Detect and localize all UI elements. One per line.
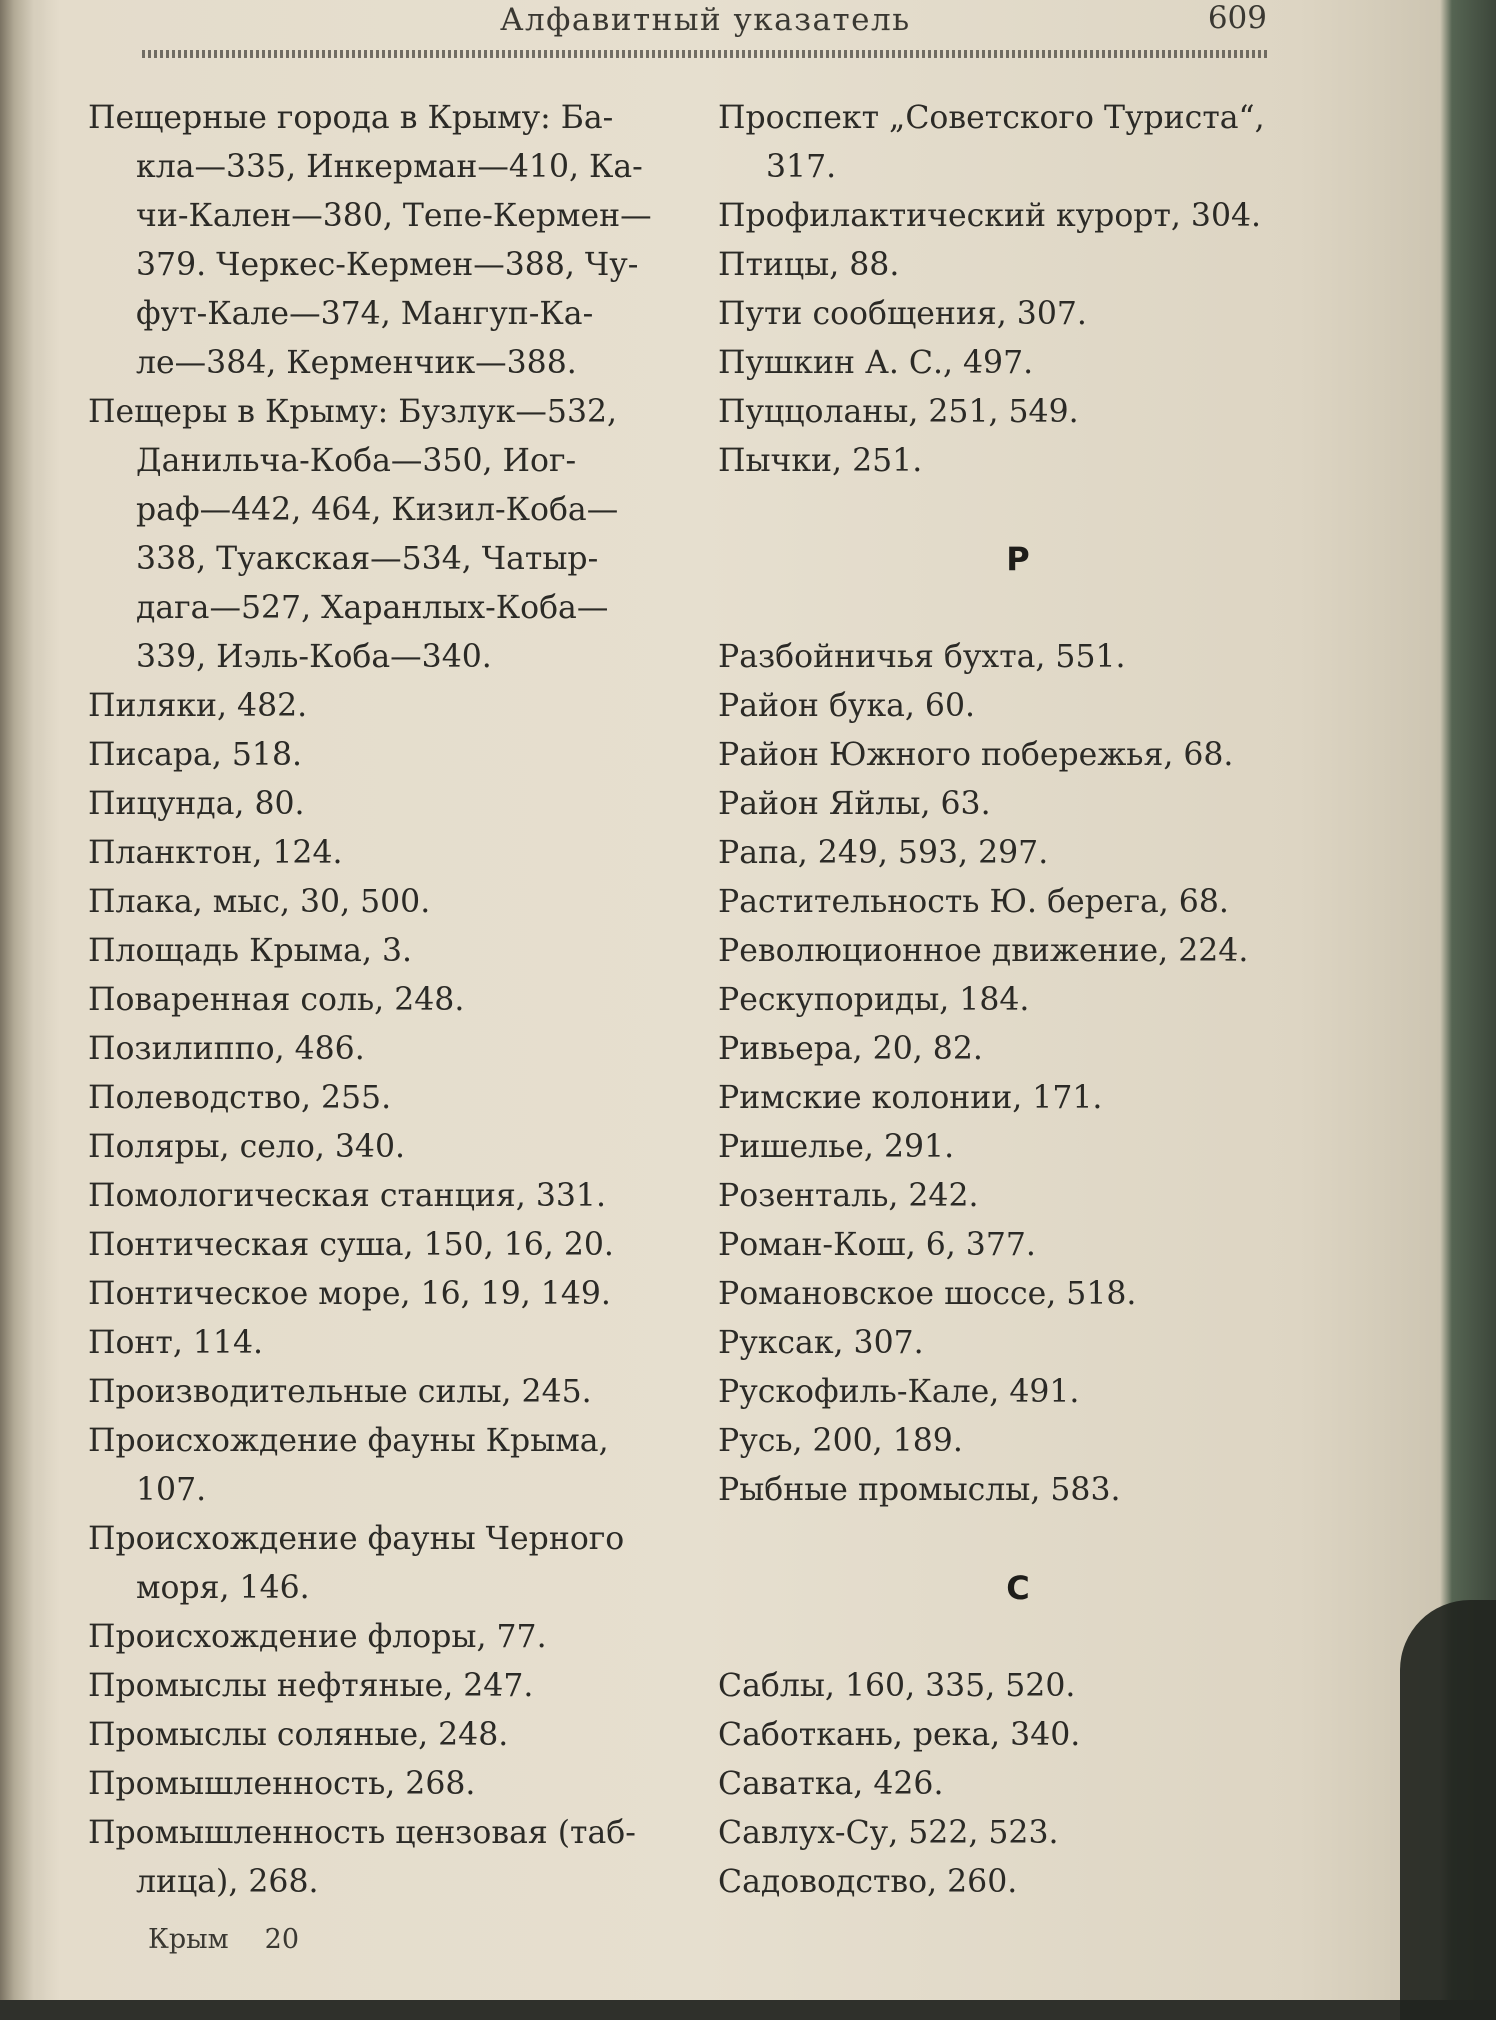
index-entry-line: Площадь Крыма, 3. — [88, 933, 413, 969]
index-entry — [718, 780, 1318, 829]
index-entry-line: Данильча-Коба—350, Иог- — [136, 443, 577, 479]
index-entry-line: Происхождение фауны Крыма, — [88, 1423, 609, 1459]
index-group-p — [718, 94, 1318, 486]
index-entry — [718, 682, 1318, 731]
index-entry — [718, 878, 1318, 927]
index-entry — [88, 927, 688, 976]
index-entry — [718, 388, 1318, 437]
index-entry — [88, 682, 688, 731]
index-entry — [88, 94, 688, 388]
index-entry — [88, 1025, 688, 1074]
index-entry-line: Саватка, 426. — [718, 1766, 944, 1802]
index-entry — [88, 878, 688, 927]
index-entry-line: Район бука, 60. — [718, 688, 976, 724]
index-entry — [718, 1417, 1318, 1466]
index-entry — [88, 1711, 688, 1760]
index-entry — [718, 339, 1318, 388]
index-entry-line: Полеводство, 255. — [88, 1080, 392, 1116]
index-entry — [718, 976, 1318, 1025]
index-entry — [88, 1613, 688, 1662]
index-entry-line: Происхождение фауны Черного — [88, 1521, 625, 1557]
index-entry-line: Рускофиль-Кале, 491. — [718, 1374, 1080, 1410]
index-entry-line: чи-Кален—380, Тепе-Кермен— — [136, 198, 652, 234]
index-entry — [718, 633, 1318, 682]
index-entry-line: Профилактический курорт, 304. — [718, 198, 1262, 234]
index-entry — [88, 1319, 688, 1368]
index-entry-line: Римские колонии, 171. — [718, 1080, 1103, 1116]
index-entry-line: 339, Иэль-Коба—340. — [136, 639, 492, 675]
index-entry-line: Пиляки, 482. — [88, 688, 308, 724]
index-entry — [718, 1123, 1318, 1172]
index-entry — [718, 1270, 1318, 1319]
index-entry-line: Плака, мыс, 30, 500. — [88, 884, 431, 920]
index-entry-line: Пуццоланы, 251, 549. — [718, 394, 1079, 430]
index-entry — [88, 1515, 688, 1613]
index-entry-line: Пушкин А. С., 497. — [718, 345, 1034, 381]
index-entry — [718, 1221, 1318, 1270]
index-entry-line: 379. Черкес-Кермен—388, Чу- — [136, 247, 639, 283]
index-entry — [88, 1172, 688, 1221]
index-entry-line: Пещеры в Крыму: Бузлук—532, — [88, 394, 618, 430]
index-entry — [718, 1858, 1318, 1907]
index-entry-line: раф—442, 464, Кизил-Коба— — [136, 492, 619, 528]
letter-heading-r: Р — [1006, 540, 1030, 578]
index-entry — [88, 1123, 688, 1172]
index-entry-line: Растительность Ю. берега, 68. — [718, 884, 1229, 920]
index-entry — [88, 1074, 688, 1123]
index-entry — [718, 192, 1318, 241]
index-entry-line: Роман-Кош, 6, 377. — [718, 1227, 1036, 1263]
index-entry-line: Рескупориды, 184. — [718, 982, 1030, 1018]
index-entry-line: Поляры, село, 340. — [88, 1129, 405, 1165]
footer-sheet-number: 20 — [264, 1924, 300, 1955]
index-entry-line: Руксак, 307. — [718, 1325, 924, 1361]
index-entry-line: Промышленность цензовая (таб- — [88, 1815, 636, 1851]
index-entry — [88, 976, 688, 1025]
index-entry-line: Промышленность, 268. — [88, 1766, 476, 1802]
index-group-r — [718, 633, 1318, 1515]
index-entry-line: Пицунда, 80. — [88, 786, 305, 822]
index-entry-line: Пути сообщения, 307. — [718, 296, 1087, 332]
index-entry-line: ле—384, Керменчик—388. — [136, 345, 577, 381]
index-entry — [88, 1760, 688, 1809]
page-number: 609 — [1207, 0, 1267, 36]
index-group-s — [718, 1662, 1318, 1907]
index-entry-line: Саблы, 160, 335, 520. — [718, 1668, 1076, 1704]
index-entry-line: Понтическая суша, 150, 16, 20. — [88, 1227, 614, 1263]
index-entry-line: Поваренная соль, 248. — [88, 982, 465, 1018]
index-entry-line: Промыслы соляные, 248. — [88, 1717, 509, 1753]
index-entry-line: Ришелье, 291. — [718, 1129, 955, 1165]
index-entry-line: моря, 146. — [136, 1570, 310, 1606]
index-entry — [88, 1221, 688, 1270]
index-entry-line: Розенталь, 242. — [718, 1178, 979, 1214]
page-footer — [148, 1924, 299, 1955]
index-entry-line: 338, Туакская—534, Чатыр- — [136, 541, 599, 577]
index-entry-line: Романовское шоссе, 518. — [718, 1276, 1137, 1312]
index-entry-line: 317. — [766, 149, 837, 185]
index-entry — [718, 1760, 1318, 1809]
index-entry-line: Понтическое море, 16, 19, 149. — [88, 1276, 611, 1312]
thumb-shadow — [1400, 1600, 1496, 2020]
index-entry-line: лица), 268. — [136, 1864, 319, 1900]
header-rule — [142, 50, 1268, 58]
index-entry — [88, 731, 688, 780]
index-entry — [718, 1319, 1318, 1368]
index-entry — [88, 1270, 688, 1319]
index-entry — [718, 94, 1318, 192]
footer-signature: Крым — [148, 1924, 229, 1955]
index-entry-line: Разбойничья бухта, 551. — [718, 639, 1126, 675]
index-entry — [88, 1662, 688, 1711]
index-entry-line: Русь, 200, 189. — [718, 1423, 963, 1459]
index-entry-line: Промыслы нефтяные, 247. — [88, 1668, 534, 1704]
header-title: Алфавитный указатель — [500, 2, 911, 38]
index-entry — [718, 437, 1318, 486]
index-entry-line: Пычки, 251. — [718, 443, 923, 479]
index-entry — [718, 241, 1318, 290]
index-entry — [718, 1074, 1318, 1123]
index-entry — [88, 1809, 688, 1907]
index-entry-line: Позилиппо, 486. — [88, 1031, 365, 1067]
index-entry — [88, 1417, 688, 1515]
index-entry-line: фут-Кале—374, Мангуп-Ка- — [136, 296, 594, 332]
index-column-left — [88, 94, 688, 1907]
index-column-right — [718, 94, 1318, 1907]
index-entry-line: Район Яйлы, 63. — [718, 786, 991, 822]
index-entry-line: Понт, 114. — [88, 1325, 264, 1361]
index-entry — [718, 1466, 1318, 1515]
index-entry-line: Проспект „Советского Туриста“, — [718, 100, 1265, 136]
index-entry-line: Рыбные промыслы, 583. — [718, 1472, 1121, 1508]
index-entry-line: Садоводство, 260. — [718, 1864, 1018, 1900]
index-entry — [88, 388, 688, 682]
index-entry — [718, 1662, 1318, 1711]
running-header — [140, 0, 1270, 46]
index-entry-line: 107. — [136, 1472, 207, 1508]
index-entry-line: Писара, 518. — [88, 737, 302, 773]
index-entry-line: Планктон, 124. — [88, 835, 343, 871]
index-entry — [718, 1809, 1318, 1858]
index-entry — [718, 290, 1318, 339]
index-entry-line: Происхождение флоры, 77. — [88, 1619, 547, 1655]
index-entry-line: Савлух-Су, 522, 523. — [718, 1815, 1059, 1851]
index-entry — [718, 731, 1318, 780]
index-entry-line: Ривьера, 20, 82. — [718, 1031, 983, 1067]
index-entry-line: дага—527, Харанлых-Коба— — [136, 590, 609, 626]
index-entry-line: Революционное движение, 224. — [718, 933, 1249, 969]
index-entry — [88, 829, 688, 878]
index-entry — [718, 1368, 1318, 1417]
index-entry-line: кла—335, Инкерман—410, Ка- — [136, 149, 643, 185]
index-entry-line: Пещерные города в Крыму: Ба- — [88, 100, 614, 136]
index-entry — [718, 829, 1318, 878]
index-entry-line: Рапа, 249, 593, 297. — [718, 835, 1049, 871]
book-spine — [0, 0, 46, 2000]
index-entry — [718, 1172, 1318, 1221]
index-entry — [718, 1711, 1318, 1760]
index-entry-line: Саботкань, река, 340. — [718, 1717, 1081, 1753]
letter-heading-s: С — [1006, 1569, 1030, 1607]
index-entry — [88, 1368, 688, 1417]
index-entry-line: Район Южного побережья, 68. — [718, 737, 1234, 773]
index-entry-line: Птицы, 88. — [718, 247, 900, 283]
index-entry — [88, 780, 688, 829]
index-entry-line: Помологическая станция, 331. — [88, 1178, 606, 1214]
index-entry — [718, 1025, 1318, 1074]
index-entry — [718, 927, 1318, 976]
index-entry-line: Производительные силы, 245. — [88, 1374, 592, 1410]
